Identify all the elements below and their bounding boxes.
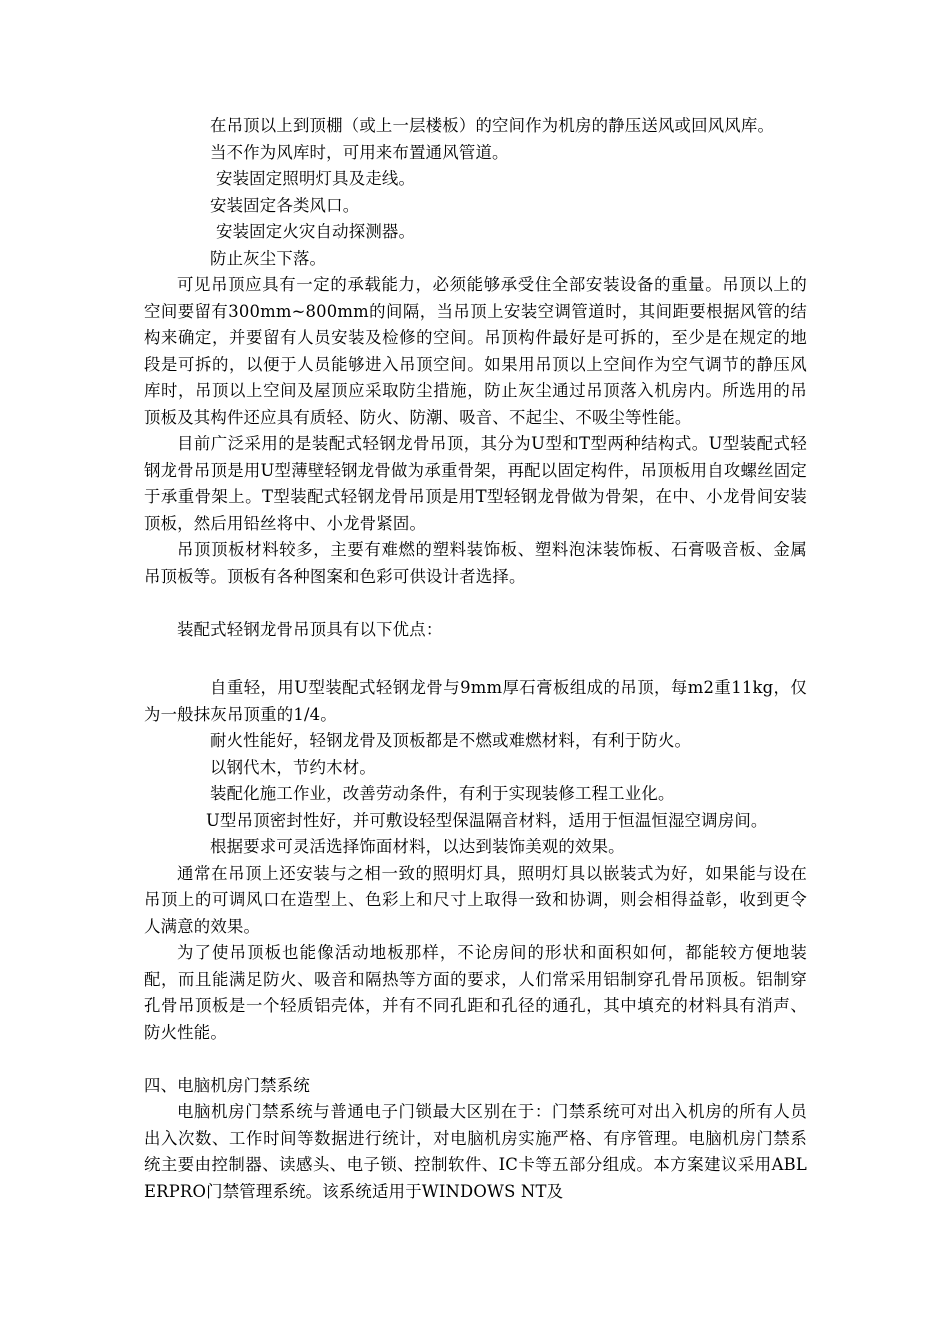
paragraph-advantages-intro: 装配式轻钢龙骨吊顶具有以下优点： xyxy=(177,619,443,639)
spacer xyxy=(144,1046,807,1073)
paragraph-u-type-sealing: U型吊顶密封性好，并可敷设轻型保温隔音材料，适用于恒温恒湿空调房间。 xyxy=(206,810,768,830)
paragraph-load-capacity: 可见吊顶应具有一定的承载能力，必须能够承受住全部安装设备的重量。吊顶以上的空间要留有300mm~800mm的间隔，当吊顶上安装空调管道时，其间距要根据风管的结构来确定，并要留有人员安装及检修的空间。吊顶构件最好是可拆的，至少是在规定的地段是可拆的，以便于人员能够进入吊顶空间。如果用吊顶以上空间作为空气调节的静压风库时，吊顶以上空间及屋顶应采取防尘措施，防止灰尘通过吊顶落入机房内。所选用的吊顶板及其构件还应具有质轻、防火、防潮、吸音、不起尘、不吸尘等性能。 xyxy=(144,275,807,427)
paragraph-prefab-construction: 装配化施工作业，改善劳动条件，有利于实现装修工程工业化。 xyxy=(210,784,675,803)
paragraph-air-vents: 安装固定各类风口。 xyxy=(210,195,360,215)
paragraph-finish-materials: 根据要求可灵活选择饰面材料，以达到装饰美观的效果。 xyxy=(210,837,625,856)
paragraph-light-weight: 自重轻，用U型装配式轻钢龙骨与9mm厚石膏板组成的吊顶，每m2重11kg，仅为一般抹灰吊顶重的1/4。 xyxy=(144,678,807,724)
paragraph-lighting-fixtures: 通常在吊顶上还安装与之相一致的照明灯具，照明灯具以嵌装式为好，如果能与设在吊顶上的可调风口在造型上、色彩上和尺寸上取得一致和协调，则会相得益彰，收到更令人满意的效果。 xyxy=(144,863,807,936)
paragraph-steel-for-wood: 以钢代木，节约木材。 xyxy=(210,757,376,777)
paragraph-fire-resistance: 耐火性能好，轻钢龙骨及顶板都是不燃或难燃材料，有利于防火。 xyxy=(210,731,692,750)
paragraph-light-steel-keel: 目前广泛采用的是装配式轻钢龙骨吊顶，其分为U型和T型两种结构式。U型装配式轻钢龙骨吊顶是用U型薄壁轻钢龙骨做为承重骨架，再配以固定构件，吊顶板用自攻螺丝固定于承重骨架上。T型装配式轻钢龙骨吊顶是用T型轻钢龙骨做为骨架，在中、小龙骨间安装顶板，然后用铅丝将中、小龙骨紧固。 xyxy=(144,434,807,533)
paragraph-ventilation-ducts: 当不作为风库时，可用来布置通风管道。 xyxy=(210,142,509,162)
paragraph-ceiling-materials: 吊顶顶板材料较多，主要有难燃的塑料装饰板、塑料泡沫装饰板、石膏吸音板、金属吊顶板等。顶板有各种图案和色彩可供设计者选择。 xyxy=(144,540,807,586)
spacer xyxy=(144,643,807,675)
spacer xyxy=(144,590,807,617)
section-heading-access-control: 四、电脑机房门禁系统 xyxy=(144,1075,310,1095)
paragraph-access-control-system: 电脑机房门禁系统与普通电子门锁最大区别在于：门禁系统可对出入机房的所有人员出入次数、工作时间等数据进行统计，对电脑机房实施严格、有序管理。电脑机房门禁系统主要由控制器、读感头、电子锁、控制软件、IC卡等五部分组成。本方案建议采用ABLERPRO门禁管理系统。该系统适用于WINDOWS NT及 xyxy=(144,1102,807,1201)
paragraph-ceiling-space: 在吊顶以上到顶棚（或上一层楼板）的空间作为机房的静压送风或回风风库。 xyxy=(210,116,775,135)
paragraph-aluminum-panels: 为了使吊顶板也能像活动地板那样，不论房间的形状和面积如何，都能较方便地装配，而且能满足防火、吸音和隔热等方面的要求，人们常采用铝制穿孔骨吊顶板。铝制穿孔骨吊顶板是一个轻质铝壳体，并有不同孔距和孔径的通孔，其中填充的材料具有消声、防火性能。 xyxy=(144,943,807,1042)
paragraph-fire-detectors: 安装固定火灾自动探测器。 xyxy=(216,222,416,241)
paragraph-lighting: 安装固定照明灯具及走线。 xyxy=(216,169,416,188)
document-page xyxy=(144,113,807,1205)
paragraph-dust-prevention: 防止灰尘下落。 xyxy=(210,248,327,268)
